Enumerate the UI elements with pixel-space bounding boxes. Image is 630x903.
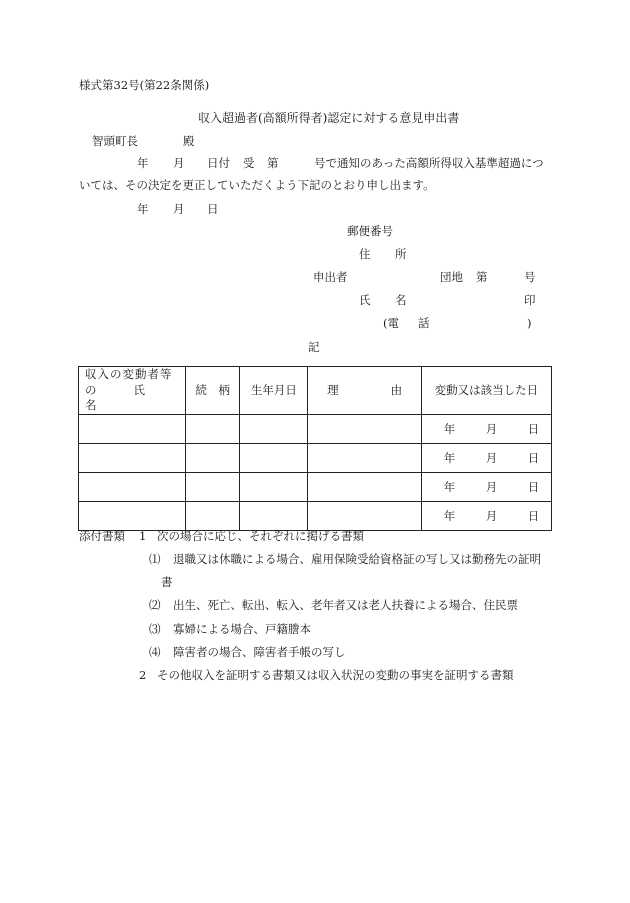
attachment-sub3-number: ⑶ <box>149 622 161 636</box>
cell-name[interactable] <box>79 501 186 530</box>
cell-reason[interactable] <box>308 414 421 443</box>
cell-birthdate[interactable] <box>240 501 308 530</box>
cell-name[interactable] <box>79 414 186 443</box>
cell-relation[interactable] <box>186 414 240 443</box>
attachment-item1-number: 1 <box>139 529 147 543</box>
name-label-b: 名 <box>395 293 407 307</box>
header-birthdate: 生年月日 <box>240 367 308 415</box>
intro-dai: 第 <box>267 156 279 170</box>
table-row <box>79 472 552 501</box>
attachment-sub1-number: ⑴ <box>149 552 161 566</box>
attachment-sub4-text: 障害者の場合、障害者手帳の写し <box>173 645 346 659</box>
cell-change-date[interactable]: 年 月 日 <box>421 443 551 472</box>
intro-year: 年 <box>137 156 149 170</box>
table-row <box>79 443 552 472</box>
ki-heading: 記 <box>308 340 320 354</box>
postal-code-label: 郵便番号 <box>347 224 393 238</box>
attachment-sub1-text: 退職又は休職による場合、雇用保険受給資格証の写し又は勤務先の証明 <box>173 552 541 566</box>
table-row <box>79 414 552 443</box>
address-label-b: 所 <box>395 247 407 261</box>
attachment-sub3-text: 寡婦による場合、戸籍謄本 <box>173 622 311 636</box>
header-reason: 理 由 <box>308 367 421 415</box>
attachment-sub1-continuation: 書 <box>161 575 173 589</box>
table-header-row <box>79 367 552 415</box>
attachment-sub2-text: 出生、死亡、転出、転入、老年者又は老人扶養による場合、住民票 <box>173 598 518 612</box>
change-table <box>78 366 552 531</box>
danchi-dai-label: 第 <box>476 270 488 284</box>
attachment-item1-text: 次の場合に応じ、それぞれに掲げる書類 <box>157 529 364 543</box>
cell-name[interactable] <box>79 443 186 472</box>
cell-reason[interactable] <box>308 501 421 530</box>
cell-change-date[interactable]: 年 月 日 <box>421 414 551 443</box>
header-relation: 続 柄 <box>186 367 240 415</box>
intro-receipt: 受 <box>243 156 255 170</box>
attachment-sub4-number: ⑷ <box>149 645 161 659</box>
intro-notice-text: 号で通知のあった高額所得収入基準超過につ <box>314 156 544 170</box>
document-title: 収入超過者(高額所得者)認定に対する意見申出書 <box>198 111 460 125</box>
address-label-a: 住 <box>359 247 371 261</box>
intro-month: 月 <box>173 156 185 170</box>
phone-label-b: 話 <box>418 316 430 330</box>
phone-open: (電 <box>383 316 399 330</box>
cell-reason[interactable] <box>308 472 421 501</box>
date-day: 日 <box>207 202 219 216</box>
header-name <box>79 367 186 415</box>
attachments-label: 添付書類 <box>79 529 125 543</box>
cell-change-date[interactable]: 年 月 日 <box>421 472 551 501</box>
header-change-date: 変動又は該当した日 <box>421 367 551 415</box>
addressee-name: 智頭町長 <box>92 134 138 148</box>
cell-birthdate[interactable] <box>240 414 308 443</box>
cell-relation[interactable] <box>186 472 240 501</box>
intro-day-dated: 日付 <box>207 156 230 170</box>
name-label-a: 氏 <box>359 293 371 307</box>
danchi-go-label: 号 <box>524 270 536 284</box>
date-month: 月 <box>173 202 185 216</box>
cell-name[interactable] <box>79 472 186 501</box>
attachment-item2-number: 2 <box>139 668 147 682</box>
cell-birthdate[interactable] <box>240 443 308 472</box>
form-number: 様式第32号(第22条関係) <box>79 78 210 92</box>
header-name-line1: 収入の変動者等 <box>85 367 173 381</box>
intro-line2: いては、その決定を更正していただくよう下記のとおり申し出ます。 <box>79 178 435 192</box>
applicant-label: 申出者 <box>313 270 348 284</box>
cell-reason[interactable] <box>308 443 421 472</box>
header-name-line2: の 氏名 <box>85 382 146 413</box>
date-year: 年 <box>137 202 149 216</box>
cell-relation[interactable] <box>186 443 240 472</box>
phone-close: ) <box>527 316 532 330</box>
attachment-sub2-number: ⑵ <box>149 598 161 612</box>
seal-label: 印 <box>524 293 536 307</box>
attachment-item2-text: その他収入を証明する書類又は収入状況の変動の事実を証明する書類 <box>157 668 514 682</box>
cell-birthdate[interactable] <box>240 472 308 501</box>
danchi-label: 団地 <box>440 270 463 284</box>
table-row <box>79 501 552 530</box>
cell-change-date[interactable]: 年 月 日 <box>421 501 551 530</box>
cell-relation[interactable] <box>186 501 240 530</box>
addressee-honorific: 殿 <box>183 134 195 148</box>
